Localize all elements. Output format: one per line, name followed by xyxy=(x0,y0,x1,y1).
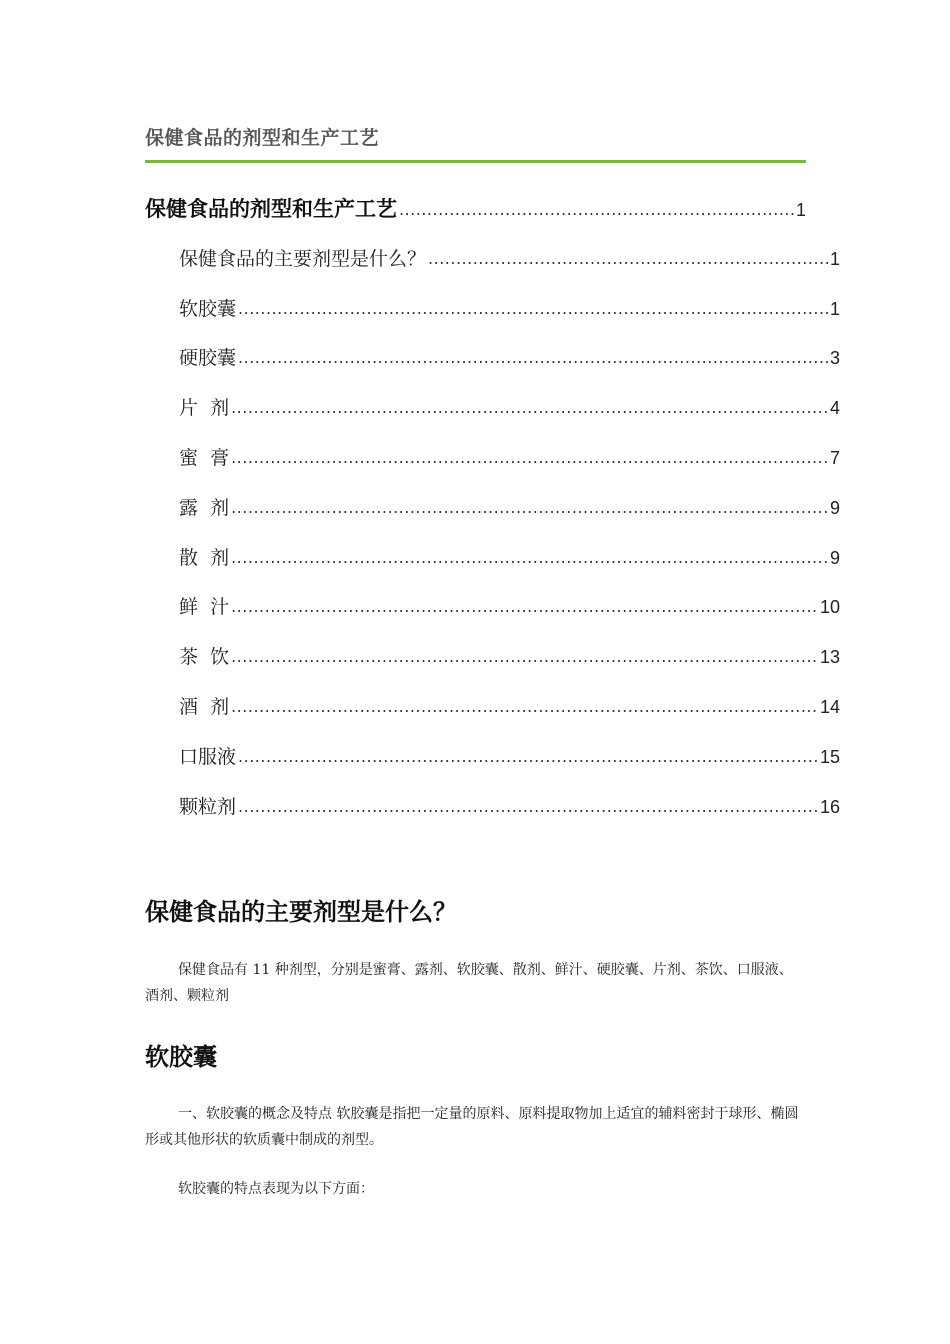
toc-entry[interactable] xyxy=(145,193,806,243)
toc-leader-dots xyxy=(231,442,828,474)
paragraph-soft-capsule-features: 软胶囊的特点表现为以下方面： xyxy=(178,1181,374,1197)
toc-entry[interactable] xyxy=(145,342,840,392)
toc-leader-dots xyxy=(231,392,828,424)
toc-entry-page-number: 1 xyxy=(829,298,840,319)
toc-entry[interactable] xyxy=(145,741,840,791)
table-of-contents xyxy=(145,193,840,840)
toc-entry[interactable] xyxy=(145,591,840,641)
toc-entry-label: 茶 饮 xyxy=(179,646,230,669)
toc-entry[interactable] xyxy=(145,293,840,343)
toc-entry[interactable] xyxy=(145,492,840,542)
toc-leader-dots xyxy=(238,741,818,773)
toc-entry-label: 片 剂 xyxy=(179,397,230,420)
toc-entry-page-number: 9 xyxy=(829,547,840,568)
toc-leader-dots xyxy=(238,293,828,325)
toc-entry-label: 保健食品的主要剂型是什么？ xyxy=(179,247,427,270)
toc-entry[interactable] xyxy=(145,641,840,691)
toc-entry[interactable] xyxy=(145,442,840,492)
toc-entry-label: 硬胶囊 xyxy=(179,347,237,370)
toc-leader-dots xyxy=(231,492,828,524)
toc-entry-label: 软胶囊 xyxy=(179,297,237,320)
paragraph-main-forms: 保健食品有 11 种剂型，分别是蜜膏、露剂、软胶囊、散剂、鲜汁、硬胶囊、片剂、茶饮、口服液、酒剂、颗粒剂 xyxy=(145,962,793,1004)
toc-entry-page-number: 10 xyxy=(819,597,840,618)
toc-leader-dots xyxy=(238,342,828,374)
toc-entry[interactable] xyxy=(145,791,840,841)
toc-entry-page-number: 16 xyxy=(819,796,840,817)
section-heading-main-forms: 保健食品的主要剂型是什么？ xyxy=(145,898,457,926)
paragraph-soft-capsule-definition: 一、软胶囊的概念及特点 软胶囊是指把一定量的原料、原料提取物加上适宜的辅料密封于球形、椭圆形或其他形状的软质囊中制成的剂型。 xyxy=(145,1106,799,1148)
header-title: 保健食品的剂型和生产工艺 xyxy=(145,127,380,149)
toc-entry-label: 酒 剂 xyxy=(179,695,230,718)
toc-leader-dots xyxy=(231,691,818,723)
toc-entry-label: 露 剂 xyxy=(179,496,230,519)
toc-entry-label: 散 剂 xyxy=(179,546,230,569)
running-header xyxy=(145,123,806,153)
toc-leader-dots xyxy=(231,591,818,623)
toc-entry-page-number: 3 xyxy=(829,348,840,369)
toc-leader-dots xyxy=(428,243,828,275)
toc-entry-page-number: 7 xyxy=(829,447,840,468)
toc-entry-page-number: 1 xyxy=(829,248,840,269)
toc-leader-dots xyxy=(238,791,818,823)
toc-entry-label: 口服液 xyxy=(179,745,237,768)
toc-leader-dots xyxy=(399,194,794,226)
toc-entry-page-number: 15 xyxy=(819,746,840,767)
toc-entry-page-number: 9 xyxy=(829,497,840,518)
section-heading-soft-capsule: 软胶囊 xyxy=(145,1043,217,1071)
toc-entry[interactable] xyxy=(145,392,840,442)
toc-entry-page-number: 14 xyxy=(819,696,840,717)
toc-entry-label: 颗粒剂 xyxy=(179,795,237,818)
toc-entry-page-number: 13 xyxy=(819,647,840,668)
toc-entry[interactable] xyxy=(145,243,840,293)
toc-entry-page-number: 4 xyxy=(829,398,840,419)
toc-entry-label: 保健食品的剂型和生产工艺 xyxy=(145,197,397,221)
toc-entry-label: 蜜 膏 xyxy=(179,446,230,469)
toc-leader-dots xyxy=(231,542,828,574)
toc-entry-page-number: 1 xyxy=(795,200,806,220)
toc-leader-dots xyxy=(231,641,818,673)
header-rule xyxy=(145,160,806,163)
toc-entry[interactable] xyxy=(145,542,840,592)
toc-entry[interactable] xyxy=(145,691,840,741)
toc-entry-label: 鲜 汁 xyxy=(179,596,230,619)
